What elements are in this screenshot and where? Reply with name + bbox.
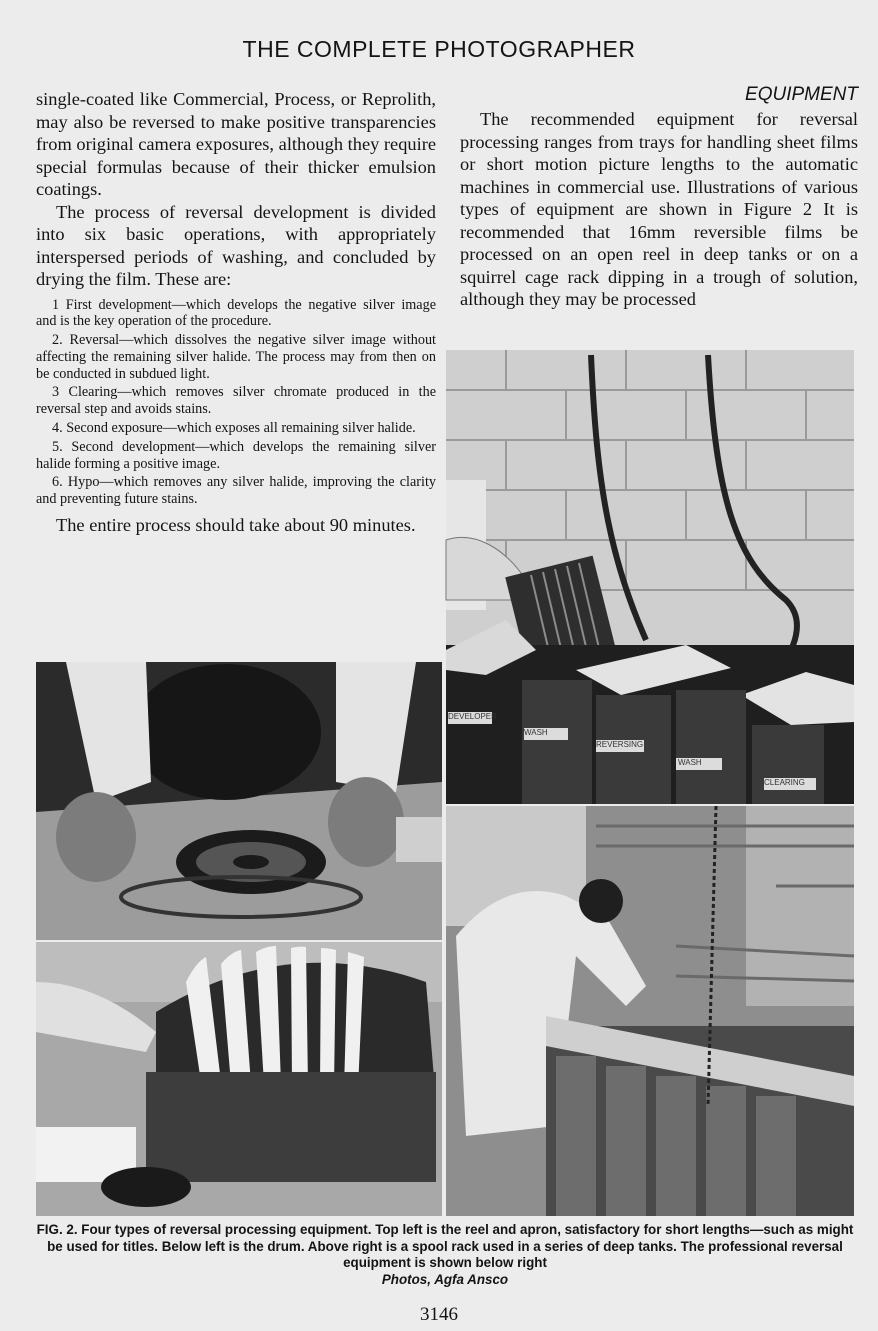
list-item: 3 Clearing—which removes silver chromate produced in the reversal step and avoids stains. <box>36 384 436 418</box>
list-item: 6. Hypo—which removes any silver halide, improving the clarity and preventing future stains. <box>36 474 436 508</box>
tank-label: DEVELOPER <box>448 712 497 721</box>
process-steps-list <box>36 297 436 509</box>
photo-drum <box>36 942 442 1216</box>
paragraph: single-coated like Commercial, Process, or Reprolith, may also be reversed to make positive transparencies from original camera exposures, although they require special formulas because of their thicker emulsion coatings. <box>36 89 436 199</box>
page-number: 3146 <box>420 1304 458 1325</box>
tank-label: CLEARING <box>764 778 805 787</box>
list-item: 5. Second development—which develops the remaining silver halide forming a positive image. <box>36 438 436 472</box>
photo-credit: Photos, Agfa Ansco <box>381 1271 509 1287</box>
photo-professional-reversal-machine <box>446 806 854 1216</box>
left-text-column <box>36 88 436 537</box>
tank-label: REVERSING <box>596 740 644 749</box>
list-item: 4. Second exposure—which exposes all remaining silver halide. <box>52 420 416 437</box>
section-heading: EQUIPMENT <box>745 84 858 105</box>
paragraph: The process of reversal development is divided into six basic operations, with appropriately interspersed periods of washing, and concluded by drying the film. These are: <box>36 201 436 289</box>
photo-spool-rack-tanks <box>446 350 854 804</box>
tank-label: WASH <box>524 728 548 737</box>
photo-reel-and-apron <box>36 662 442 940</box>
tank-label: WASH <box>678 758 702 767</box>
paragraph: The entire process should take about 90 minutes. <box>56 515 416 536</box>
list-item: 1 First development—which develops the negative silver image and is the key operation of the procedure. <box>36 296 436 330</box>
running-header: THE COMPLETE PHOTOGRAPHER <box>242 36 636 62</box>
caption-text: FIG. 2. Four types of reversal processing equipment. Top left is the reel and apron, satisfactory for short lengths—such as might be used for titles. Below left is the drum. Above right is a spool rack used in a series of deep tanks. The professional reversal equipment is shown below right <box>36 1222 854 1270</box>
right-text-column <box>460 84 858 311</box>
list-item: 2. Reversal—which dissolves the negative silver image without affecting the remaining silver halide. The process may from then on be conducted in subdued light. <box>36 332 436 382</box>
figure-caption <box>30 1222 860 1288</box>
paragraph: The recommended equipment for reversal processing ranges from trays for handling sheet films or short motion picture lengths to the automatic machines in commercial use. Illustrations of various types of equipment are shown in Figure 2 It is recommended that 16mm reversible films be processed on an open reel in deep tanks or on a squirrel cage rack dipping in a trough of solution, although they may be processed <box>460 109 858 309</box>
